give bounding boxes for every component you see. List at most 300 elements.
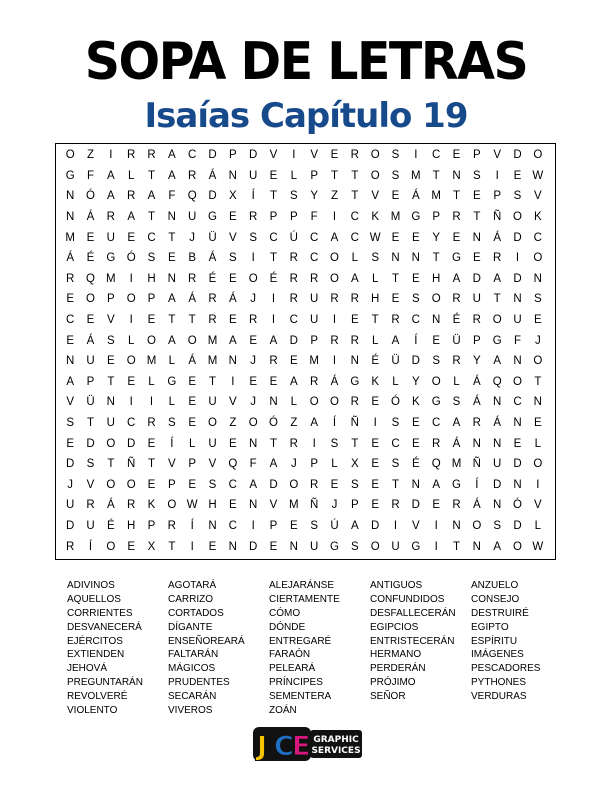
grid-cell[interactable]: O <box>533 149 543 162</box>
grid-cell[interactable]: C <box>188 149 197 162</box>
grid-cell[interactable]: T <box>168 540 176 553</box>
grid-cell[interactable]: Ó <box>391 396 400 409</box>
grid-cell[interactable]: I <box>231 375 235 388</box>
grid-cell[interactable]: R <box>310 272 319 285</box>
grid-cell[interactable]: E <box>127 540 135 553</box>
grid-cell[interactable]: D <box>66 458 75 471</box>
grid-cell[interactable]: E <box>391 293 400 306</box>
grid-cell[interactable]: C <box>310 231 319 244</box>
grid-cell[interactable]: R <box>452 355 461 368</box>
grid-cell[interactable]: R <box>493 252 502 265</box>
grid-cell[interactable]: E <box>411 272 420 285</box>
grid-cell[interactable]: U <box>106 417 115 430</box>
grid-cell[interactable]: R <box>188 272 197 285</box>
grid-cell[interactable]: V <box>66 396 74 409</box>
grid-cell[interactable]: T <box>493 293 501 306</box>
grid-cell[interactable]: Á <box>106 499 115 512</box>
grid-cell[interactable]: Í <box>414 334 418 347</box>
grid-cell[interactable]: C <box>289 314 298 327</box>
grid-cell[interactable]: R <box>147 149 156 162</box>
grid-cell[interactable]: N <box>167 272 176 285</box>
grid-cell[interactable]: S <box>350 478 359 491</box>
grid-cell[interactable]: C <box>513 396 522 409</box>
grid-cell[interactable]: D <box>86 437 95 450</box>
grid-cell[interactable]: P <box>269 519 278 532</box>
grid-cell[interactable]: O <box>330 272 339 285</box>
grid-cell[interactable]: R <box>127 499 136 512</box>
grid-cell[interactable]: M <box>289 499 299 512</box>
grid-cell[interactable]: R <box>147 417 156 430</box>
grid-cell[interactable]: N <box>391 252 400 265</box>
grid-cell[interactable]: L <box>290 169 298 182</box>
grid-cell[interactable]: U <box>188 211 197 224</box>
grid-cell[interactable]: R <box>310 375 319 388</box>
grid-cell[interactable]: U <box>310 314 319 327</box>
grid-cell[interactable]: M <box>451 458 462 471</box>
grid-cell[interactable]: S <box>147 252 156 265</box>
grid-cell[interactable]: E <box>289 355 298 368</box>
grid-cell[interactable]: R <box>472 417 481 430</box>
grid-cell[interactable]: Á <box>208 252 217 265</box>
grid-cell[interactable]: A <box>350 519 359 532</box>
grid-cell[interactable]: S <box>249 231 257 244</box>
grid-cell[interactable]: F <box>513 334 521 347</box>
grid-cell[interactable]: W <box>532 540 544 553</box>
grid-cell[interactable]: V <box>269 149 278 162</box>
grid-cell[interactable]: Á <box>228 293 237 306</box>
grid-cell[interactable]: N <box>289 540 298 553</box>
grid-cell[interactable]: Q <box>492 375 502 388</box>
grid-cell[interactable]: N <box>249 437 258 450</box>
grid-cell[interactable]: Á <box>472 375 481 388</box>
grid-cell[interactable]: J <box>331 499 338 512</box>
grid-cell[interactable]: M <box>146 355 157 368</box>
grid-cell[interactable]: D <box>269 478 278 491</box>
grid-cell[interactable]: Á <box>188 293 196 306</box>
grid-cell[interactable]: E <box>127 375 135 388</box>
grid-cell[interactable]: R <box>127 190 136 203</box>
grid-cell[interactable]: O <box>370 149 380 162</box>
grid-cell[interactable]: R <box>249 211 258 224</box>
grid-cell[interactable]: N <box>228 169 237 182</box>
grid-cell[interactable]: X <box>147 540 156 553</box>
grid-cell[interactable]: B <box>188 252 196 265</box>
grid-cell[interactable]: S <box>513 190 522 203</box>
grid-cell[interactable]: R <box>289 293 298 306</box>
grid-cell[interactable]: G <box>452 252 461 265</box>
grid-cell[interactable]: C <box>228 478 237 491</box>
grid-cell[interactable]: N <box>167 211 176 224</box>
grid-cell[interactable]: Y <box>310 190 318 203</box>
grid-cell[interactable]: V <box>411 519 420 532</box>
grid-cell[interactable]: O <box>513 211 522 224</box>
grid-cell[interactable]: O <box>106 437 116 450</box>
grid-cell[interactable]: V <box>86 478 95 491</box>
grid-cell[interactable]: H <box>371 293 380 306</box>
grid-cell[interactable]: C <box>147 231 156 244</box>
grid-cell[interactable]: E <box>472 252 481 265</box>
grid-cell[interactable]: Á <box>208 169 217 182</box>
grid-cell[interactable]: E <box>330 478 339 491</box>
grid-cell[interactable]: T <box>371 314 379 327</box>
grid-cell[interactable]: V <box>228 396 237 409</box>
grid-cell[interactable]: U <box>106 231 115 244</box>
grid-cell[interactable]: P <box>472 149 481 162</box>
grid-cell[interactable]: M <box>431 190 441 203</box>
grid-cell[interactable]: R <box>432 437 441 450</box>
grid-cell[interactable]: N <box>472 540 481 553</box>
grid-cell[interactable]: T <box>147 169 155 182</box>
grid-cell[interactable]: I <box>109 149 113 162</box>
grid-cell[interactable]: E <box>371 458 379 471</box>
grid-cell[interactable]: Á <box>452 437 461 450</box>
grid-cell[interactable]: R <box>350 293 359 306</box>
grid-cell[interactable]: M <box>309 355 319 368</box>
grid-cell[interactable]: E <box>432 499 440 512</box>
grid-cell[interactable]: A <box>106 169 115 182</box>
grid-cell[interactable]: D <box>493 478 502 491</box>
grid-cell[interactable]: E <box>228 437 237 450</box>
grid-cell[interactable]: N <box>452 169 461 182</box>
grid-cell[interactable]: L <box>534 519 542 532</box>
grid-cell[interactable]: U <box>208 396 217 409</box>
grid-cell[interactable]: T <box>188 314 196 327</box>
grid-cell[interactable]: Á <box>86 211 95 224</box>
grid-cell[interactable]: G <box>106 252 116 265</box>
grid-cell[interactable]: A <box>432 478 440 491</box>
grid-cell[interactable]: Í <box>332 417 337 430</box>
grid-cell[interactable]: N <box>228 355 237 368</box>
grid-cell[interactable]: S <box>86 458 95 471</box>
grid-cell[interactable]: É <box>411 458 420 471</box>
grid-cell[interactable]: A <box>127 211 135 224</box>
grid-cell[interactable]: L <box>168 396 176 409</box>
grid-cell[interactable]: G <box>452 478 461 491</box>
grid-cell[interactable]: P <box>493 190 501 203</box>
grid-cell[interactable]: G <box>492 334 502 347</box>
grid-cell[interactable]: P <box>147 519 156 532</box>
grid-cell[interactable]: É <box>452 314 461 327</box>
grid-cell[interactable]: D <box>472 272 481 285</box>
grid-cell[interactable]: E <box>391 231 400 244</box>
grid-cell[interactable]: Ú <box>289 231 298 244</box>
grid-cell[interactable]: N <box>513 417 522 430</box>
grid-cell[interactable]: I <box>149 396 154 409</box>
grid-cell[interactable]: Ñ <box>472 458 481 471</box>
grid-cell[interactable]: T <box>269 252 277 265</box>
grid-cell[interactable]: U <box>310 293 319 306</box>
grid-cell[interactable]: Q <box>187 190 197 203</box>
grid-cell[interactable]: C <box>127 417 136 430</box>
grid-cell[interactable]: U <box>310 540 319 553</box>
grid-cell[interactable]: X <box>350 458 359 471</box>
grid-cell[interactable]: T <box>269 190 277 203</box>
grid-cell[interactable]: R <box>472 314 481 327</box>
grid-cell[interactable]: D <box>513 519 522 532</box>
grid-cell[interactable]: H <box>147 272 156 285</box>
grid-cell[interactable]: C <box>269 231 278 244</box>
grid-cell[interactable]: E <box>228 211 237 224</box>
grid-cell[interactable]: D <box>249 149 258 162</box>
grid-cell[interactable]: V <box>269 499 278 512</box>
grid-cell[interactable]: O <box>370 540 380 553</box>
grid-cell[interactable]: S <box>533 293 542 306</box>
grid-cell[interactable]: I <box>271 314 276 327</box>
grid-cell[interactable]: F <box>86 169 94 182</box>
grid-cell[interactable]: S <box>411 293 420 306</box>
grid-cell[interactable]: A <box>167 293 176 306</box>
grid-cell[interactable]: S <box>106 334 115 347</box>
grid-cell[interactable]: Á <box>493 417 501 430</box>
grid-cell[interactable]: A <box>228 334 237 347</box>
grid-cell[interactable]: L <box>148 375 155 388</box>
grid-cell[interactable]: E <box>533 314 542 327</box>
grid-cell[interactable]: N <box>66 355 75 368</box>
grid-cell[interactable]: H <box>432 272 441 285</box>
grid-cell[interactable]: Q <box>228 458 238 471</box>
grid-cell[interactable]: T <box>86 417 94 430</box>
grid-cell[interactable]: R <box>391 499 400 512</box>
grid-cell[interactable]: L <box>392 375 399 388</box>
grid-cell[interactable]: D <box>289 334 298 347</box>
grid-cell[interactable]: D <box>127 437 136 450</box>
grid-cell[interactable]: E <box>330 149 339 162</box>
grid-cell[interactable]: Á <box>188 355 196 368</box>
grid-cell[interactable]: E <box>513 437 522 450</box>
grid-cell[interactable]: E <box>371 499 379 512</box>
grid-cell[interactable]: L <box>127 169 135 182</box>
grid-cell[interactable]: O <box>147 334 156 347</box>
grid-cell[interactable]: Ü <box>391 355 400 368</box>
grid-cell[interactable]: A <box>493 355 501 368</box>
grid-cell[interactable]: S <box>330 437 339 450</box>
grid-cell[interactable]: E <box>66 293 74 306</box>
grid-cell[interactable]: O <box>492 314 502 327</box>
grid-cell[interactable]: D <box>411 499 420 512</box>
grid-cell[interactable]: S <box>167 417 176 430</box>
grid-cell[interactable]: Z <box>290 417 298 430</box>
grid-cell[interactable]: O <box>65 149 75 162</box>
grid-cell[interactable]: A <box>493 272 501 285</box>
grid-cell[interactable]: S <box>371 252 379 265</box>
grid-cell[interactable]: R <box>167 519 176 532</box>
grid-cell[interactable]: Í <box>170 437 174 450</box>
grid-cell[interactable]: S <box>493 519 501 532</box>
grid-cell[interactable]: U <box>472 293 481 306</box>
grid-cell[interactable]: E <box>269 540 278 553</box>
grid-cell[interactable]: U <box>513 314 522 327</box>
grid-cell[interactable]: R <box>106 211 115 224</box>
grid-cell[interactable]: E <box>432 334 440 347</box>
grid-cell[interactable]: Í <box>88 540 93 553</box>
grid-cell[interactable]: T <box>534 375 542 388</box>
grid-cell[interactable]: U <box>493 458 502 471</box>
grid-cell[interactable]: Í <box>251 190 255 203</box>
letter-grid[interactable] <box>60 145 548 557</box>
grid-cell[interactable]: S <box>289 190 298 203</box>
grid-cell[interactable]: I <box>332 211 337 224</box>
grid-cell[interactable]: Ñ <box>127 458 136 471</box>
grid-cell[interactable]: R <box>350 334 359 347</box>
grid-cell[interactable]: R <box>330 293 339 306</box>
grid-cell[interactable]: T <box>330 169 338 182</box>
grid-cell[interactable]: Ó <box>86 190 95 203</box>
grid-cell[interactable]: E <box>147 437 156 450</box>
grid-cell[interactable]: Ü <box>86 396 95 409</box>
grid-cell[interactable]: Ñ <box>350 417 359 430</box>
grid-cell[interactable]: P <box>432 211 440 224</box>
grid-cell[interactable]: O <box>330 396 339 409</box>
grid-cell[interactable]: E <box>228 314 237 327</box>
grid-cell[interactable]: I <box>536 478 540 491</box>
grid-cell[interactable]: L <box>453 375 460 388</box>
grid-cell[interactable]: N <box>452 519 461 532</box>
grid-cell[interactable]: Ó <box>126 252 136 265</box>
grid-cell[interactable]: N <box>513 478 522 491</box>
grid-cell[interactable]: O <box>248 272 258 285</box>
grid-cell[interactable]: Y <box>472 355 481 368</box>
grid-cell[interactable]: I <box>129 396 133 409</box>
grid-cell[interactable]: N <box>513 355 522 368</box>
grid-cell[interactable]: A <box>289 375 298 388</box>
grid-cell[interactable]: W <box>186 499 198 512</box>
grid-cell[interactable]: R <box>391 314 400 327</box>
grid-cell[interactable]: N <box>249 499 258 512</box>
grid-cell[interactable]: N <box>66 211 75 224</box>
grid-cell[interactable]: N <box>350 355 359 368</box>
grid-cell[interactable]: I <box>373 417 377 430</box>
grid-cell[interactable]: E <box>228 272 237 285</box>
grid-cell[interactable]: E <box>228 499 237 512</box>
grid-cell[interactable]: S <box>350 540 359 553</box>
grid-cell[interactable]: P <box>310 334 318 347</box>
grid-cell[interactable]: Á <box>472 396 481 409</box>
grid-cell[interactable]: N <box>432 314 441 327</box>
grid-cell[interactable]: V <box>167 458 176 471</box>
grid-cell[interactable]: T <box>147 458 155 471</box>
grid-cell[interactable]: P <box>472 334 481 347</box>
grid-cell[interactable]: O <box>513 375 522 388</box>
grid-cell[interactable]: G <box>167 375 177 388</box>
grid-cell[interactable]: M <box>207 355 218 368</box>
grid-cell[interactable]: R <box>452 293 461 306</box>
grid-cell[interactable]: Z <box>86 149 94 162</box>
grid-cell[interactable]: E <box>188 478 196 491</box>
grid-cell[interactable]: P <box>188 458 196 471</box>
grid-cell[interactable]: S <box>391 169 400 182</box>
grid-cell[interactable]: O <box>533 252 543 265</box>
grid-cell[interactable]: R <box>66 540 75 553</box>
grid-cell[interactable]: T <box>208 375 216 388</box>
grid-cell[interactable]: E <box>452 231 461 244</box>
grid-cell[interactable]: É <box>269 272 278 285</box>
grid-cell[interactable]: Z <box>229 417 237 430</box>
grid-cell[interactable]: N <box>493 499 502 512</box>
grid-cell[interactable]: K <box>533 211 542 224</box>
grid-cell[interactable]: A <box>147 190 156 203</box>
grid-cell[interactable]: T <box>432 252 440 265</box>
grid-cell[interactable]: J <box>250 293 257 306</box>
grid-cell[interactable]: T <box>432 169 440 182</box>
grid-cell[interactable]: I <box>332 355 337 368</box>
grid-cell[interactable]: J <box>189 231 196 244</box>
grid-cell[interactable]: P <box>167 478 176 491</box>
grid-cell[interactable]: T <box>147 211 155 224</box>
grid-cell[interactable]: O <box>126 478 136 491</box>
grid-cell[interactable]: C <box>350 211 359 224</box>
grid-cell[interactable]: N <box>533 396 542 409</box>
grid-cell[interactable]: O <box>187 334 197 347</box>
grid-cell[interactable]: O <box>431 293 441 306</box>
grid-cell[interactable]: P <box>350 499 359 512</box>
grid-cell[interactable]: P <box>147 293 156 306</box>
grid-cell[interactable]: Á <box>472 499 481 512</box>
grid-cell[interactable]: C <box>350 231 359 244</box>
grid-cell[interactable]: É <box>371 355 379 368</box>
grid-cell[interactable]: E <box>86 231 95 244</box>
grid-cell[interactable]: A <box>66 375 74 388</box>
grid-cell[interactable]: U <box>66 499 75 512</box>
grid-cell[interactable]: P <box>269 211 278 224</box>
grid-cell[interactable]: E <box>371 478 379 491</box>
grid-cell[interactable]: G <box>431 396 441 409</box>
grid-cell[interactable]: N <box>411 252 420 265</box>
grid-cell[interactable]: V <box>208 458 217 471</box>
grid-cell[interactable]: U <box>208 437 217 450</box>
grid-cell[interactable]: J <box>250 355 257 368</box>
grid-cell[interactable]: L <box>371 272 379 285</box>
grid-cell[interactable]: P <box>228 149 237 162</box>
grid-cell[interactable]: L <box>331 458 338 471</box>
grid-cell[interactable]: M <box>411 169 421 182</box>
grid-cell[interactable]: Á <box>411 190 420 203</box>
grid-cell[interactable]: E <box>147 478 156 491</box>
grid-cell[interactable]: I <box>251 252 255 265</box>
grid-cell[interactable]: K <box>371 211 379 224</box>
grid-cell[interactable]: O <box>533 458 543 471</box>
grid-cell[interactable]: É <box>208 272 217 285</box>
grid-cell[interactable]: P <box>289 211 298 224</box>
grid-cell[interactable]: I <box>414 149 418 162</box>
grid-cell[interactable]: V <box>533 499 542 512</box>
grid-cell[interactable]: H <box>127 519 136 532</box>
grid-cell[interactable]: R <box>86 499 95 512</box>
grid-cell[interactable]: D <box>66 519 75 532</box>
grid-cell[interactable]: E <box>188 417 196 430</box>
grid-cell[interactable]: E <box>86 314 95 327</box>
grid-cell[interactable]: O <box>106 478 116 491</box>
grid-cell[interactable]: I <box>495 169 499 182</box>
grid-cell[interactable]: A <box>269 334 278 347</box>
grid-cell[interactable]: Á <box>330 375 339 388</box>
grid-cell[interactable]: O <box>289 478 299 491</box>
grid-cell[interactable]: S <box>472 169 481 182</box>
grid-cell[interactable]: Y <box>432 231 440 244</box>
grid-cell[interactable]: I <box>271 293 276 306</box>
grid-cell[interactable]: E <box>269 169 278 182</box>
grid-cell[interactable]: Á <box>66 252 74 265</box>
grid-cell[interactable]: R <box>350 149 359 162</box>
grid-cell[interactable]: O <box>106 540 116 553</box>
grid-cell[interactable]: T <box>168 314 176 327</box>
grid-cell[interactable]: E <box>513 169 522 182</box>
grid-cell[interactable]: A <box>452 417 461 430</box>
grid-cell[interactable]: S <box>432 355 440 368</box>
grid-cell[interactable]: J <box>534 334 541 347</box>
grid-cell[interactable]: N <box>533 272 542 285</box>
grid-cell[interactable]: V <box>106 314 115 327</box>
grid-cell[interactable]: Í <box>475 478 479 491</box>
